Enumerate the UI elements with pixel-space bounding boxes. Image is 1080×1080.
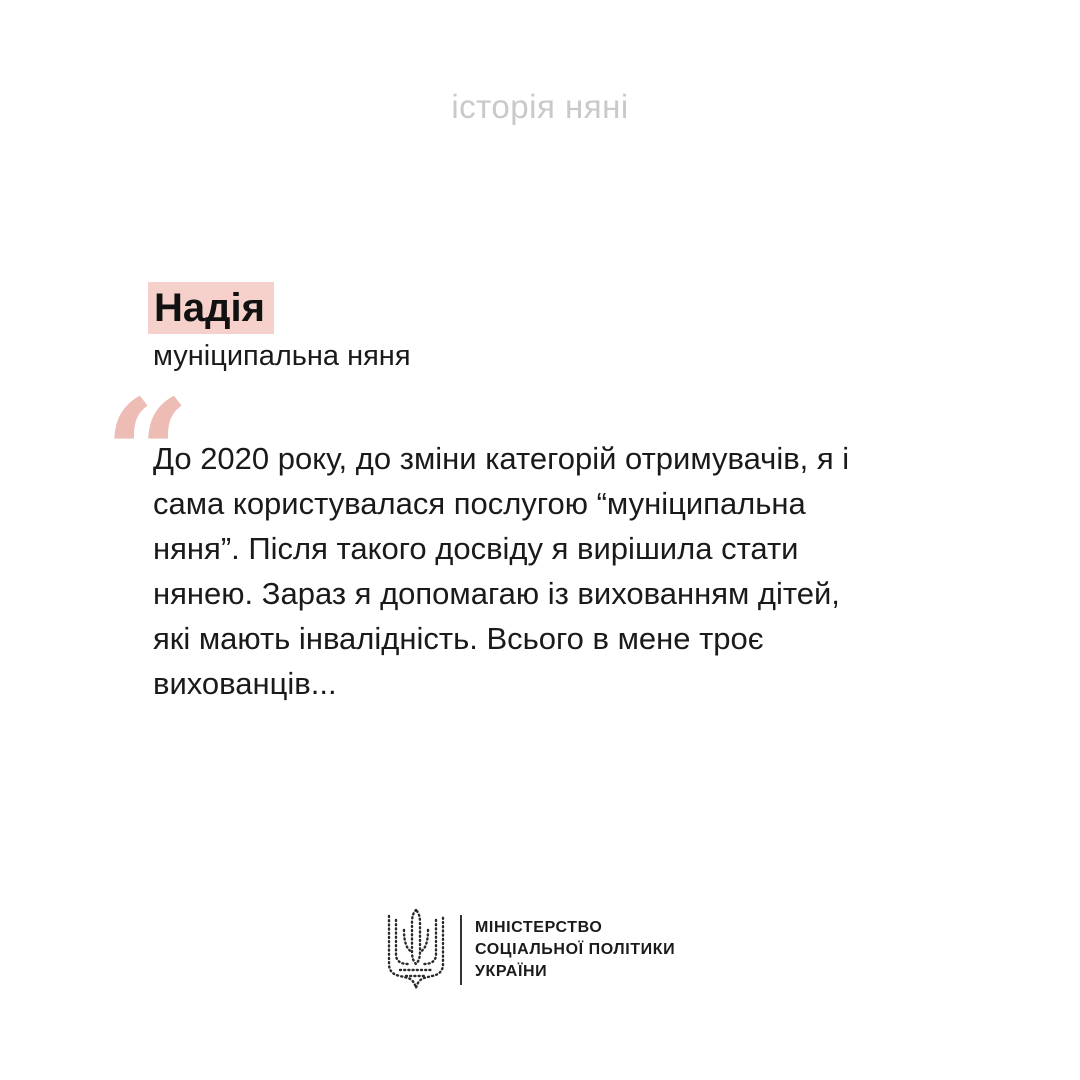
ministry-line: СОЦІАЛЬНОЇ ПОЛІТИКИ	[475, 941, 676, 958]
trident-emblem-icon	[386, 908, 446, 992]
person-role: муніципальна няня	[153, 340, 411, 372]
quote-text: До 2020 року, до зміни категорій отримувачів, я і сама користувалася послугою “муніципальна няня”. Після такого досвіду я вирішила стати нянею. Зараз я допомагаю із вихованням дітей, які мають інвалідність. Всього в мене троє вихованців...	[153, 441, 850, 701]
top-caption: історія няні	[451, 88, 629, 125]
ministry-name	[475, 917, 675, 983]
ministry-line: УКРАЇНИ	[475, 963, 548, 980]
logo-divider	[460, 915, 462, 985]
name-highlight	[148, 282, 274, 334]
ministry-logo	[386, 908, 675, 992]
quote-mark-icon: “	[104, 367, 191, 543]
person-name: Надія	[154, 286, 265, 330]
ministry-line: МІНІСТЕРСТВО	[475, 919, 603, 936]
